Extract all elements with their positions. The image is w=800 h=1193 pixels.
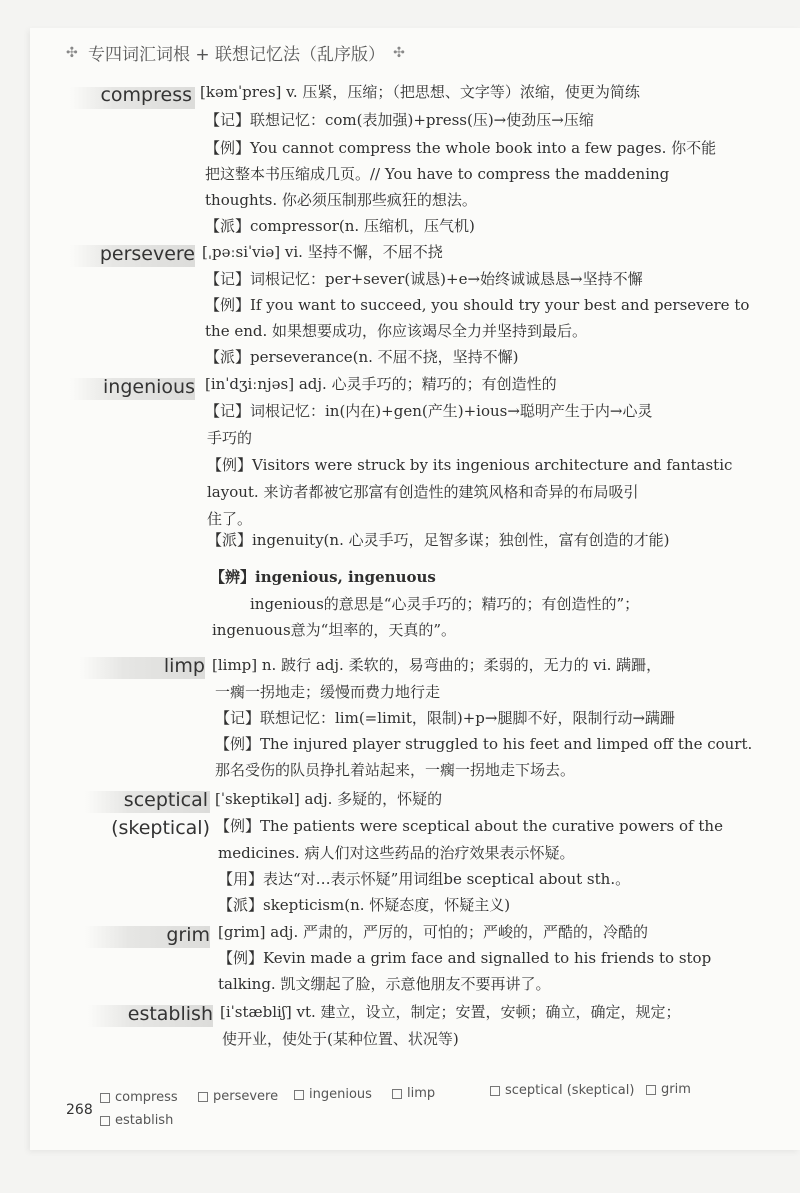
entry-line: 把这整本书压缩成几页。// You have to compress the maddening: [205, 165, 670, 183]
entry-line: [kəmˈpres] v. 压紧，压缩；（把思想、文字等）浓缩，使更为简练: [200, 83, 640, 101]
entry-line: [ˌpəːsiˈviə] vi. 坚持不懈，不屈不挠: [202, 243, 443, 261]
page-number: 268: [66, 1102, 93, 1118]
entry-line: [iˈstæbliʃ] vt. 建立，设立，制定；安置，安顿；确立，确定，规定；: [220, 1003, 681, 1021]
entry-line: 住了。: [207, 510, 253, 528]
checkbox-icon: [100, 1093, 110, 1103]
entry-line: 【例】The injured player struggled to his feet and limped off the court.: [215, 735, 753, 753]
entry-line: 【记】联想记忆：lim(=limit，限制)+p→腿脚不好，限制行动→蹒跚: [215, 709, 676, 727]
header-title: 专四词汇词根 + 联想记忆法（乱序版）: [88, 45, 386, 65]
entry-line: [grim] adj. 严肃的，严厉的，可怕的；严峻的，严酷的，冷酷的: [218, 923, 648, 941]
checkbox-icon: [198, 1092, 208, 1102]
ornament-icon: ✣: [393, 44, 405, 61]
headword: sceptical: [123, 789, 208, 811]
checklist-item[interactable]: limp: [392, 1086, 435, 1101]
checklist-item[interactable]: grim: [646, 1082, 691, 1097]
checklist-item[interactable]: sceptical (skeptical): [490, 1083, 634, 1098]
entry-line: the end. 如果想要成功，你应该竭尽全力并坚持到最后。: [205, 322, 588, 340]
entry-line: 【辨】ingenious, ingenuous: [210, 568, 436, 586]
entry-line: 【例】Kevin made a grim face and signalled to his friends to stop: [218, 949, 712, 967]
entry-line: 【记】词根记忆：in(内在)+gen(产生)+ious→聪明产生于内→心灵: [205, 402, 653, 420]
entry-line: 【例】You cannot compress the whole book into a few pages. 你不能: [205, 139, 717, 157]
checkbox-icon: [490, 1086, 500, 1096]
headword: establish: [127, 1003, 213, 1025]
entry-line: 【派】ingenuity(n. 心灵手巧，足智多谋；独创性，富有创造的才能): [207, 531, 670, 549]
entry-line: [limp] n. 跛行 adj. 柔软的，易弯曲的；柔弱的，无力的 vi. 蹒跚，: [212, 656, 662, 674]
checklist-item[interactable]: ingenious: [294, 1087, 372, 1102]
headword: limp: [163, 655, 205, 677]
entry-line: 使开业，使处于(某种位置、状况等): [222, 1030, 459, 1048]
entry-line: 那名受伤的队员挣扎着站起来，一瘸一拐地走下场去。: [215, 761, 576, 779]
entry-line: medicines. 病人们对这些药品的治疗效果表示怀疑。: [218, 844, 575, 862]
entry-line: 一瘸一拐地走；缓慢而费力地行走: [215, 683, 441, 701]
headword: persevere: [99, 243, 195, 265]
entry-line: thoughts. 你必须压制那些疯狂的想法。: [205, 191, 477, 209]
entry-line: 【派】skepticism(n. 怀疑态度，怀疑主义): [218, 896, 511, 914]
headword: compress: [100, 84, 192, 106]
checkbox-icon: [294, 1090, 304, 1100]
entry-line: talking. 凯文绷起了脸，示意他朋友不要再讲了。: [218, 975, 551, 993]
ornament-icon: ✣: [66, 44, 78, 61]
checklist-item[interactable]: compress: [100, 1090, 178, 1105]
checkbox-icon: [100, 1116, 110, 1126]
entry-line: 【用】表达“对…表示怀疑”用词组be sceptical about sth.。: [218, 870, 631, 888]
checkbox-icon: [392, 1089, 402, 1099]
entry-line: ingenuous意为“坦率的，天真的”。: [212, 621, 456, 639]
checkbox-icon: [646, 1085, 656, 1095]
entry-line: [inˈdʒiːnjəs] adj. 心灵手巧的；精巧的；有创造性的: [205, 375, 557, 393]
headword-variant: (skeptical): [111, 817, 210, 839]
entry-line: ingenious的意思是“心灵手巧的；精巧的；有创造性的”；: [250, 595, 640, 613]
entry-line: 【派】compressor(n. 压缩机，压气机): [205, 217, 475, 235]
entry-line: 手巧的: [207, 429, 253, 447]
entry-line: 【派】perseverance(n. 不屈不挠，坚持不懈): [205, 348, 519, 366]
entry-line: [ˈskeptikəl] adj. 多疑的，怀疑的: [215, 790, 443, 808]
running-header: [66, 40, 407, 65]
entry-line: 【记】联想记忆：com(表加强)+press(压)→使劲压→压缩: [205, 111, 594, 129]
entry-line: layout. 来访者都被它那富有创造性的建筑风格和奇异的布局吸引: [207, 483, 639, 501]
entry-line: 【记】词根记忆：per+sever(诚恳)+e→始终诚诚恳恳→坚持不懈: [205, 270, 643, 288]
checklist-item[interactable]: persevere: [198, 1089, 278, 1104]
entry-line: 【例】Visitors were struck by its ingenious architecture and fantastic: [207, 456, 733, 474]
entry-line: 【例】The patients were sceptical about the curative powers of the: [215, 817, 723, 835]
entry-line: 【例】If you want to succeed, you should try your best and persevere to: [205, 296, 750, 314]
headword: ingenious: [103, 376, 195, 398]
headword: grim: [166, 924, 210, 946]
checklist-item[interactable]: establish: [100, 1113, 173, 1128]
